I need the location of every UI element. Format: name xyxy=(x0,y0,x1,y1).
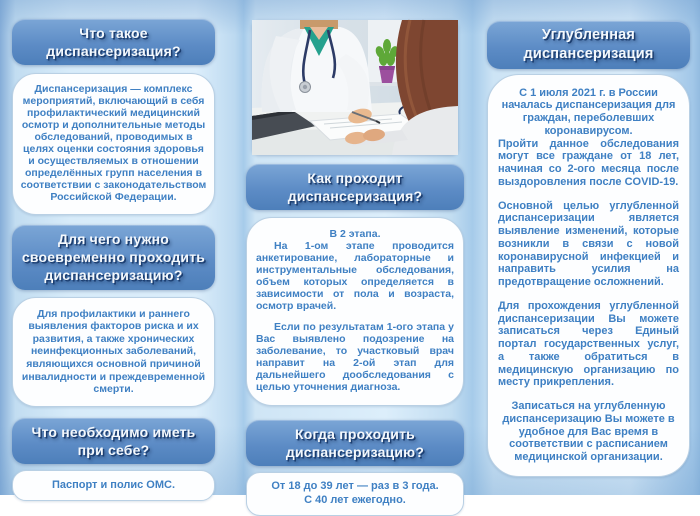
why-needed-text-box xyxy=(12,297,215,407)
how-it-works-text-box xyxy=(246,217,464,406)
stages-intro-text: В 2 этапа. xyxy=(329,228,381,241)
in-depth-para3: Основной целью углубленной диспансеризации является выявление изменений, которые возникли в связи с новой коронавирусной инфекцией и направить усилия на предотвращение осложнений. xyxy=(498,199,679,289)
what-to-bring-text-box xyxy=(12,470,215,501)
stage2-text: Если по результатам 1-ого этапа у Вас выявлено подозрение на заболевание, то участковый врач направит на 2-ой этап для дальнейшего дообследования с целью уточнения диагноза. xyxy=(256,321,454,393)
when-text-box xyxy=(246,472,464,516)
stage1-text: На 1-ом этапе проводится анкетирование, лабораторные и инструментальные обследования, объем которых определяется в зависимости от пола и возраста, осмотр врачей. xyxy=(256,240,454,313)
section-header-when xyxy=(246,420,464,466)
section-header-what-is xyxy=(12,19,215,65)
what-is-text-box xyxy=(12,73,215,215)
section-header-what-to-bring-label: Что необходимо иметь при себе? xyxy=(31,423,196,458)
section-header-what-is-label: Что такое диспансеризация? xyxy=(46,25,181,60)
in-depth-text-box xyxy=(487,74,690,477)
section-header-why-needed xyxy=(12,225,215,290)
section-header-in-depth xyxy=(487,21,690,69)
section-header-why-needed-label: Для чего нужно своевременно проходить диспансеризацию? xyxy=(21,231,206,284)
doctor-consultation-photo xyxy=(252,20,458,155)
in-depth-para5: Записаться на углубленную диспансеризацию Вы можете в удобное для Вас время в соответствии с расписанием медицинской организации. xyxy=(502,400,675,464)
column-left xyxy=(12,0,215,495)
in-depth-para1: С 1 июля 2021 г. в России началась диспансеризация для граждан, переболевших коронавирусом. xyxy=(501,86,676,137)
when-text-line2: С 40 лет ежегодно. xyxy=(304,494,406,507)
section-header-how-it-works-label: Как проходит диспансеризация? xyxy=(287,170,423,205)
section-header-what-to-bring xyxy=(12,418,215,464)
section-header-when-label: Когда проходить диспансеризацию? xyxy=(285,425,425,461)
section-header-how-it-works xyxy=(246,164,464,210)
why-needed-text: Для профилактики и раннего выявления факторов риска и их развития, а также хронических неинфекционных заболеваний, являющихся основной причиной инвалидности и преждевременной смерти. xyxy=(21,307,206,396)
in-depth-para2: Пройти данное обследования могут все граждане от 18 лет, начиная со 2-ого месяца после выздоровления после COVID-19. xyxy=(498,137,679,188)
what-to-bring-text: Паспорт и полис ОМС. xyxy=(51,479,176,492)
in-depth-para4: Для прохождения углубленной диспансеризации Вы можете записаться через Единый портал государственных услуг, а также обратиться в медицинскую организацию по месту прикрепления. xyxy=(498,299,679,389)
section-header-in-depth-label: Углубленная диспансеризация xyxy=(523,27,654,62)
doctor-consultation-illustration xyxy=(252,20,458,155)
what-is-text: Диспансеризация — комплекс мероприятий, включающий в себя профилактический медицинский осмотр и дополнительные методы обследований, проводимых в целях оценки состояния здоровья и осуществляемых в отношении определённых групп населения в соответствии с законодательством Российской Федерации. xyxy=(20,83,207,204)
when-text-line1: От 18 до 39 лет — раз в 3 года. xyxy=(271,480,439,493)
column-right xyxy=(487,0,690,495)
column-middle xyxy=(246,0,464,507)
